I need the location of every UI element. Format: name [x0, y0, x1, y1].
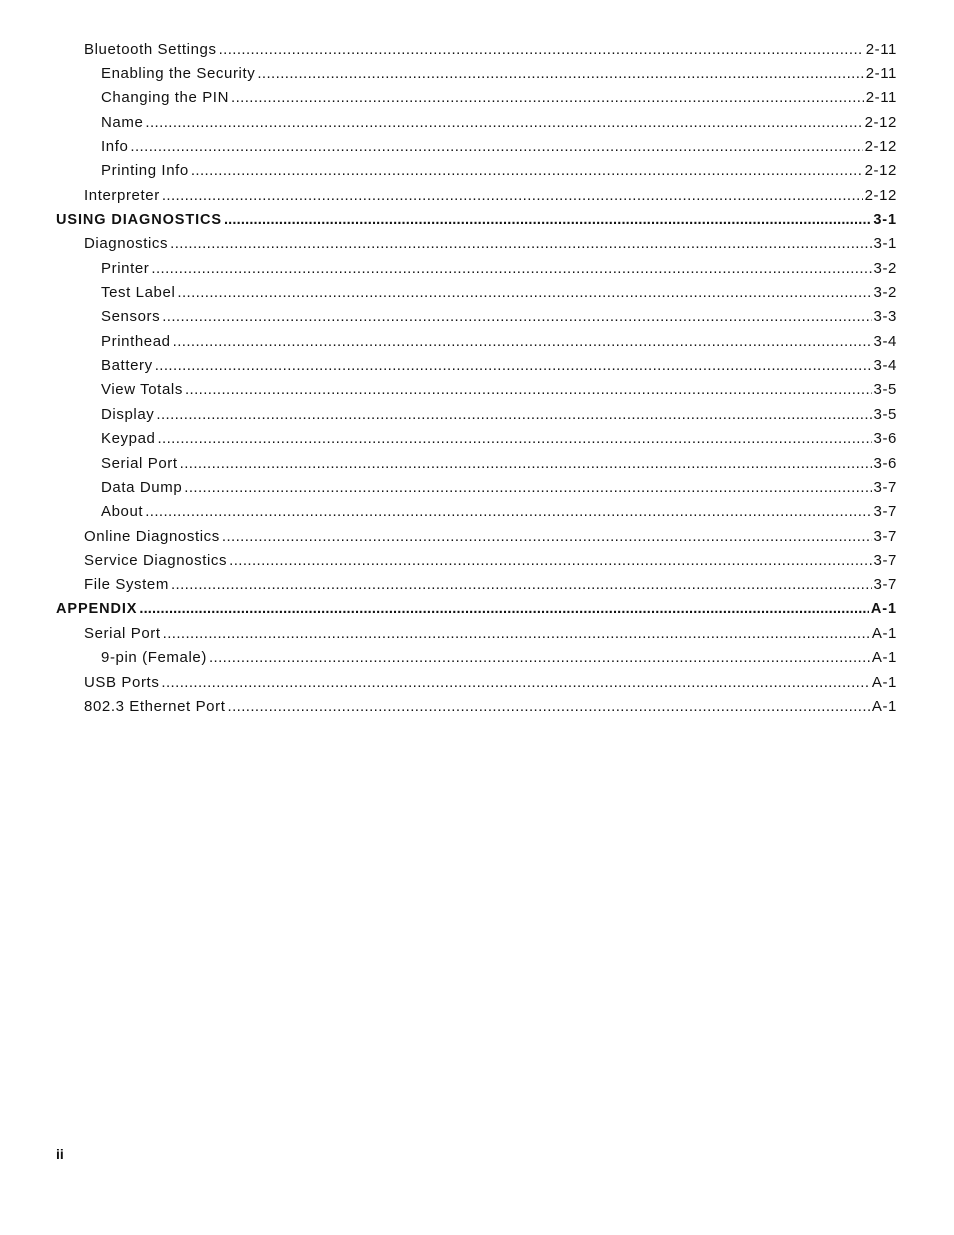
toc-entry-title: Serial Port — [84, 624, 161, 642]
toc-entry-page: 3-2 — [873, 259, 897, 277]
toc-entry-page: 3-6 — [873, 454, 897, 472]
toc-entry-title: Printer — [101, 259, 150, 277]
dot-leader — [157, 430, 871, 447]
toc-entry[interactable] — [0, 61, 954, 85]
toc-entry-page: 3-1 — [873, 211, 897, 228]
toc-entry[interactable] — [0, 670, 954, 694]
dot-leader — [162, 308, 871, 325]
toc-entry-title: Changing the PIN — [101, 89, 230, 107]
dot-leader — [257, 65, 863, 82]
dot-leader — [171, 576, 872, 593]
dot-leader — [191, 162, 863, 179]
toc-entry[interactable] — [0, 378, 954, 402]
toc-entry[interactable] — [0, 646, 954, 670]
toc-entry-page: 2-11 — [865, 65, 897, 83]
toc-entry-title: Interpreter — [84, 186, 160, 204]
toc-entry-title: View Totals — [101, 381, 183, 399]
page-number: ii — [56, 1146, 64, 1162]
toc-entry-page: 2-11 — [865, 40, 897, 58]
toc-entry-page: 3-4 — [873, 357, 897, 375]
toc-entry-page: 3-7 — [873, 478, 897, 496]
toc-entry[interactable] — [0, 427, 954, 451]
toc-entry-title: Info — [101, 138, 129, 156]
dot-leader — [162, 187, 863, 204]
toc-entry[interactable] — [0, 159, 954, 183]
toc-entry-page: A-1 — [871, 673, 897, 691]
toc-entry[interactable] — [0, 110, 954, 134]
toc-entry-title: Service Diagnostics — [84, 551, 228, 569]
toc-entry[interactable] — [0, 280, 954, 304]
toc-entry[interactable] — [0, 256, 954, 280]
toc-entry-title: Bluetooth Settings — [84, 40, 217, 58]
toc-entry-title: Display — [101, 405, 155, 423]
toc-entry[interactable] — [0, 37, 954, 61]
toc-entry[interactable] — [0, 86, 954, 110]
toc-chapter-entry[interactable] — [0, 597, 954, 621]
toc-entry-page: A-1 — [871, 697, 897, 715]
toc-entry-title: Enabling the Security — [101, 65, 256, 83]
toc-entry-page: 3-7 — [873, 551, 897, 569]
dot-leader — [185, 381, 872, 398]
toc-entry-page: A-1 — [871, 649, 897, 667]
toc-entry-title: Sensors — [101, 308, 161, 326]
toc-entry-page: 3-4 — [873, 332, 897, 350]
toc-entry-title: Name — [101, 113, 144, 131]
toc-entry-page: 2-12 — [864, 162, 897, 180]
dot-leader — [224, 212, 871, 228]
toc-entry[interactable] — [0, 573, 954, 597]
toc-entry-title: About — [101, 503, 144, 521]
dot-leader — [161, 674, 869, 691]
toc-entry-page: 3-3 — [873, 308, 897, 326]
toc-entry[interactable] — [0, 500, 954, 524]
toc-entry-page: 3-7 — [873, 503, 897, 521]
toc-entry-title: Battery — [101, 357, 153, 375]
toc-entry[interactable] — [0, 232, 954, 256]
toc-chapter-entry[interactable] — [0, 207, 954, 231]
dot-leader — [151, 260, 871, 277]
toc-entry[interactable] — [0, 329, 954, 353]
toc-entry[interactable] — [0, 183, 954, 207]
dot-leader — [130, 138, 862, 155]
toc-entry-title: USB Ports — [84, 673, 160, 691]
toc-entry[interactable] — [0, 524, 954, 548]
dot-leader — [209, 649, 870, 666]
toc-entry-title: Printing Info — [101, 162, 189, 180]
dot-leader — [219, 41, 864, 58]
toc-entry[interactable] — [0, 402, 954, 426]
dot-leader — [184, 479, 871, 496]
dot-leader — [139, 601, 869, 617]
dot-leader — [229, 552, 871, 569]
toc-entry-title: 9-pin (Female) — [101, 649, 207, 667]
toc-entry[interactable] — [0, 305, 954, 329]
dot-leader — [177, 284, 871, 301]
table-of-contents — [0, 37, 954, 719]
dot-leader — [173, 333, 872, 350]
toc-entry-page: 3-2 — [873, 284, 897, 302]
dot-leader — [145, 503, 871, 520]
toc-entry-title: APPENDIX — [56, 601, 138, 618]
toc-entry-page: 3-7 — [873, 576, 897, 594]
toc-entry[interactable] — [0, 451, 954, 475]
toc-entry-title: Test Label — [101, 284, 176, 302]
toc-entry-page: A-1 — [871, 624, 897, 642]
toc-entry[interactable] — [0, 694, 954, 718]
dot-leader — [231, 89, 864, 106]
dot-leader — [180, 455, 872, 472]
dot-leader — [163, 625, 870, 642]
toc-entry-page: A-1 — [870, 601, 897, 618]
dot-leader — [156, 406, 871, 423]
toc-entry-title: File System — [84, 576, 169, 594]
toc-entry-title: Serial Port — [101, 454, 178, 472]
dot-leader — [155, 357, 872, 374]
toc-entry-title: Diagnostics — [84, 235, 169, 253]
toc-entry[interactable] — [0, 621, 954, 645]
toc-entry-page: 2-12 — [864, 138, 897, 156]
dot-leader — [222, 528, 872, 545]
toc-entry-page: 3-6 — [873, 430, 897, 448]
dot-leader — [228, 698, 870, 715]
toc-entry-page: 2-11 — [865, 89, 897, 107]
dot-leader — [145, 114, 862, 131]
dot-leader — [170, 235, 871, 252]
toc-entry-title: Online Diagnostics — [84, 527, 220, 545]
toc-entry-page: 2-12 — [864, 113, 897, 131]
toc-entry-page: 2-12 — [864, 186, 897, 204]
toc-entry-page: 3-1 — [873, 235, 897, 253]
toc-entry[interactable] — [0, 353, 954, 377]
toc-entry-title: USING DIAGNOSTICS — [56, 211, 222, 228]
toc-entry[interactable] — [0, 134, 954, 158]
toc-entry-page: 3-5 — [873, 381, 897, 399]
toc-entry-title: 802.3 Ethernet Port — [84, 697, 226, 715]
toc-entry-title: Data Dump — [101, 478, 183, 496]
toc-entry[interactable] — [0, 475, 954, 499]
toc-entry-page: 3-7 — [873, 527, 897, 545]
toc-entry-title: Printhead — [101, 332, 171, 350]
toc-entry-page: 3-5 — [873, 405, 897, 423]
toc-entry[interactable] — [0, 548, 954, 572]
toc-entry-title: Keypad — [101, 430, 156, 448]
